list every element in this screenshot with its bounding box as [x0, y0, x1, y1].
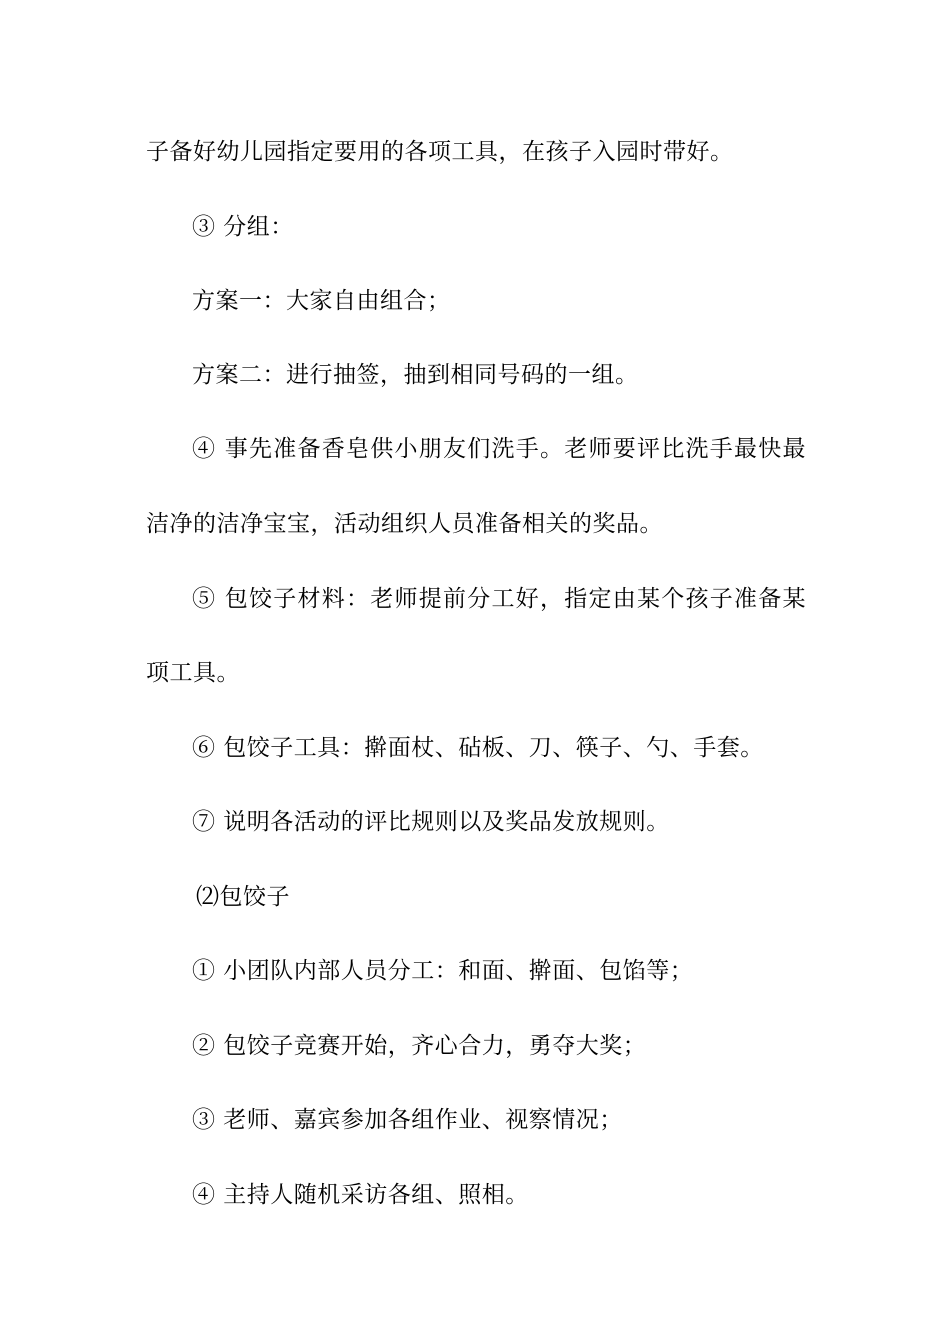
paragraph-line-6: 洁净的洁净宝宝，活动组织人员准备相关的奖品。: [146, 511, 663, 537]
paragraph-line-4: 方案二：进行抽签，抽到相同号码的一组。: [192, 362, 639, 388]
section-heading: ⑵包饺子: [196, 884, 290, 910]
paragraph-line-7: ⑤ 包饺子材料：老师提前分工好，指定由某个孩子准备某: [192, 586, 806, 612]
paragraph-line-8: 项工具。: [146, 660, 240, 686]
paragraph-line-1: 子备好幼儿园指定要用的各项工具，在孩子入园时带好。: [146, 139, 734, 165]
paragraph-line-15: ④ 主持人随机采访各组、照相。: [192, 1182, 529, 1208]
paragraph-line-14: ③ 老师、嘉宾参加各组作业、视察情况；: [192, 1107, 623, 1133]
paragraph-line-2: ③ 分组：: [192, 214, 294, 240]
paragraph-line-3: 方案一：大家自由组合；: [192, 288, 451, 314]
paragraph-line-5: ④ 事先准备香皂供小朋友们洗手。老师要评比洗手最快最: [192, 436, 806, 462]
paragraph-line-9: ⑥ 包饺子工具：擀面杖、砧板、刀、筷子、勺、手套。: [192, 735, 764, 761]
paragraph-line-13: ② 包饺子竞赛开始，齐心合力，勇夺大奖；: [192, 1033, 647, 1059]
paragraph-line-12: ① 小团队内部人员分工：和面、擀面、包馅等；: [192, 958, 694, 984]
paragraph-line-10: ⑦ 说明各活动的评比规则以及奖品发放规则。: [192, 809, 670, 835]
